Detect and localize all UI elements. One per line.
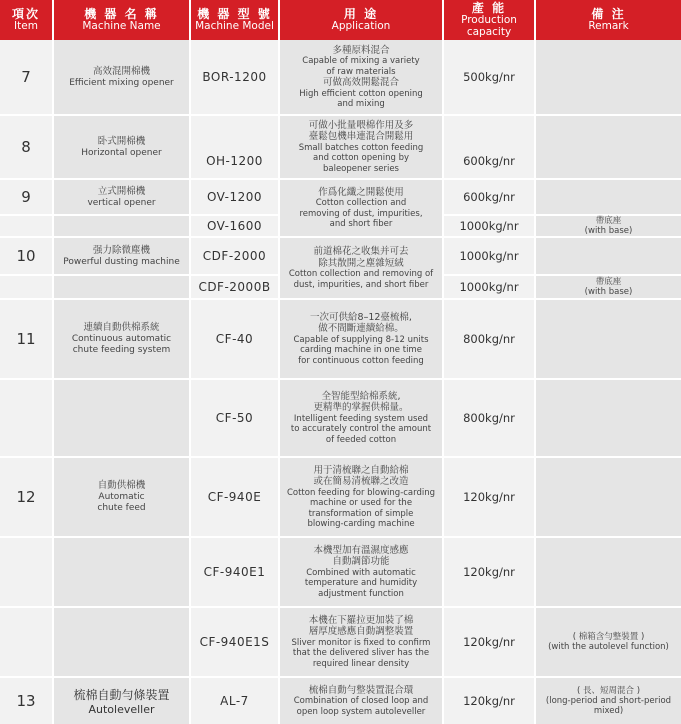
row-10-model-2 (191, 276, 278, 298)
app-line: and short fiber (329, 218, 393, 229)
header-machine-name (54, 0, 189, 40)
row-12-application-2 (280, 538, 442, 606)
row-13-model (191, 678, 278, 724)
app-line: to accurately control the amount (290, 424, 432, 435)
capacity-value: 120kg/nr (463, 694, 515, 708)
machine-model: CF-50 (215, 411, 254, 425)
row-13-application (280, 678, 442, 724)
row-12-item (0, 458, 52, 536)
capacity-value: 600kg/nr (463, 154, 515, 168)
row-8-item (0, 116, 52, 178)
app-line: 前道棉花之收集并可去 (313, 246, 409, 258)
row-9-remark-2 (536, 216, 681, 236)
row-9-model-2 (191, 216, 278, 236)
row-9-item (0, 180, 52, 214)
item-number: 12 (16, 488, 36, 506)
app-line: machine or used for the (309, 498, 413, 509)
machine-name-en: chute feeding system (72, 344, 171, 355)
machine-name-en: Continuous automatic (71, 334, 172, 345)
header-machine-model (191, 0, 278, 40)
row-12-capacity-3 (444, 608, 534, 676)
row-11-capacity-2 (444, 380, 534, 456)
header-name-zh: 機 器 名 稱 (84, 6, 159, 21)
app-line: 全智能型給棉系統, (321, 390, 401, 402)
machine-model: OH-1200 (206, 154, 263, 168)
app-line: 臺鬆包機串連混合開鬆用 (308, 131, 414, 143)
row-10-name (54, 238, 189, 274)
header-app-zh: 用 途 (343, 6, 379, 21)
capacity-value: 1000kg/nr (459, 219, 519, 233)
header-item (0, 0, 52, 40)
row-9-capacity-2 (444, 216, 534, 236)
row-10-remark-2 (536, 276, 681, 298)
app-line: 或在簡易清梳聯之改造 (313, 476, 409, 488)
machine-name-en: Efficient mixing opener (69, 77, 174, 88)
machine-name-zh: 强力除微塵機 (92, 244, 150, 256)
capacity-value: 500kg/nr (463, 70, 515, 84)
app-line: baleopener series (322, 163, 399, 174)
row-12-remark-2 (536, 538, 681, 606)
item-number: 7 (21, 68, 31, 86)
row-7-application (280, 40, 442, 114)
item-number: 8 (21, 138, 31, 156)
capacity-value: 600kg/nr (463, 190, 515, 204)
app-line: Cotton collection and (315, 198, 407, 209)
row-12-capacity-2 (444, 538, 534, 606)
machine-name-en: Powerful dusting machine (63, 256, 180, 267)
header-model-zh: 機 器 型 號 (197, 6, 272, 21)
row-7-item (0, 40, 52, 114)
machine-name-zh: 連續自動供棉系統 (83, 322, 160, 334)
app-line: 本機型加有溫濕度感應 (313, 544, 409, 556)
row-11-item (0, 300, 52, 378)
row-11-application-1 (280, 300, 442, 378)
app-line: 更精準的掌握供棉量。 (313, 402, 409, 414)
machine-model: CF-940E1S (199, 635, 270, 649)
machine-name-en: chute feed (97, 502, 146, 513)
capacity-value: 120kg/nr (463, 565, 515, 579)
row-10-item (0, 238, 52, 274)
app-line: removing of dust, impurities, (299, 208, 423, 219)
remark-en: (long-period and short-period (545, 695, 672, 706)
row-8-application (280, 116, 442, 178)
row-7-name (54, 40, 189, 114)
app-line: blowing-carding machine (307, 518, 415, 529)
capacity-value: 800kg/nr (463, 332, 515, 346)
row-7-model (191, 40, 278, 114)
row-12-name-sub-1 (54, 538, 189, 606)
app-line: 作爲化纖之開鬆使用 (318, 186, 404, 198)
app-line: adjustment function (318, 588, 404, 599)
app-line: transformation of simple (308, 508, 414, 519)
capacity-value: 1000kg/nr (459, 249, 519, 263)
app-line: 自動調節功能 (332, 556, 390, 568)
row-11-model-1 (191, 300, 278, 378)
app-line: that the delivered sliver has the (292, 648, 430, 659)
row-9-capacity-1 (444, 180, 534, 214)
app-line: 做不間斷連續給棉。 (318, 323, 404, 335)
app-line: Capable of supplying 8-12 units (293, 335, 429, 346)
machine-name-zh: 立式開棉機 (97, 185, 146, 197)
app-line: 除其散開之塵雜短絨 (318, 257, 404, 269)
app-line: 層厚度感應自動調整裝置 (308, 626, 414, 638)
row-12-model-3 (191, 608, 278, 676)
machine-name-zh: 自動供棉機 (97, 480, 146, 492)
row-11-name (54, 300, 189, 378)
row-12-remark-3 (536, 608, 681, 676)
row-12-item-sub-1 (0, 538, 52, 606)
row-9-application (280, 180, 442, 236)
header-item-zh: 項次 (11, 6, 40, 21)
row-8-model (191, 116, 278, 178)
row-13-item (0, 678, 52, 724)
machine-model: CDF-2000B (198, 280, 271, 294)
row-12-name (54, 458, 189, 536)
row-11-remark-2 (536, 380, 681, 456)
row-8-name (54, 116, 189, 178)
machine-name-zh: 高效混開棉機 (92, 65, 150, 77)
remark-zh: 帶底座 (595, 215, 622, 226)
app-line: open loop system autoleveller (296, 706, 426, 717)
machine-name-en: Automatic (98, 492, 145, 503)
header-cap-en1: Production (461, 14, 517, 27)
capacity-value: 120kg/nr (463, 490, 515, 504)
row-12-item-sub-2 (0, 608, 52, 676)
row-13-capacity (444, 678, 534, 724)
app-line: of raw materials (326, 66, 396, 77)
app-line: 可做小批量喂棉作用及多 (308, 119, 414, 131)
row-10-application (280, 238, 442, 298)
app-line: 用于清梳聯之自動給棉 (313, 464, 409, 476)
row-13-name (54, 678, 189, 724)
item-number: 11 (16, 330, 36, 348)
app-line: Small batches cotton feeding (298, 143, 424, 154)
machine-name-zh: 梳棉自動勻條裝置 (73, 688, 170, 702)
row-13-remark (536, 678, 681, 724)
app-line: 本機在下羅拉更加裝了棉 (308, 614, 414, 626)
remark-en: (with base) (584, 226, 633, 236)
header-cap-en2: capacity (466, 25, 512, 38)
app-line: of feeded cotton (325, 434, 397, 445)
header-item-en: Item (14, 19, 38, 32)
app-line: and cotton opening by (312, 153, 409, 164)
machine-model: OV-1200 (206, 190, 263, 204)
machine-model: CDF-2000 (202, 249, 267, 263)
row-12-application-3 (280, 608, 442, 676)
app-line: temperature and humidity (304, 578, 418, 589)
header-model-en: Machine Model (195, 19, 274, 32)
machine-model: BOR-1200 (202, 70, 267, 84)
app-line: carding machine in one time (300, 345, 422, 356)
machine-name-en: Autoleveller (88, 703, 155, 716)
app-line: 梳棉自動勻整裝置混合環 (308, 684, 414, 696)
remark-en: (with base) (584, 287, 633, 297)
row-9-remark-1 (536, 180, 681, 214)
app-line: dust, impurities, and short fiber (293, 279, 429, 290)
remark-en: mixed) (593, 706, 624, 717)
row-11-application-2 (280, 380, 442, 456)
capacity-value: 800kg/nr (463, 411, 515, 425)
app-line: 一次可供給8–12臺梳棉, (310, 311, 412, 323)
row-11-model-2 (191, 380, 278, 456)
machine-model: CF-40 (215, 332, 254, 346)
row-10-model-1 (191, 238, 278, 274)
row-10-capacity-2 (444, 276, 534, 298)
row-11-capacity-1 (444, 300, 534, 378)
row-10-capacity-1 (444, 238, 534, 274)
machine-model: CF-940E (207, 490, 262, 504)
row-12-model-2 (191, 538, 278, 606)
app-line: 多種原料混合 (332, 44, 390, 56)
app-line: Cotton feeding for blowing-carding (286, 487, 436, 498)
row-12-name-sub-2 (54, 608, 189, 676)
row-12-application-1 (280, 458, 442, 536)
header-name-en: Machine Name (82, 19, 161, 32)
row-8-remark (536, 116, 681, 178)
header-application (280, 0, 442, 40)
app-line: Cotton collection and removing of (288, 269, 434, 280)
row-9-name-sub (54, 216, 189, 236)
remark-zh: 帶底座 (595, 276, 622, 287)
app-line: Capable of mixing a variety (302, 56, 420, 67)
row-10-remark-1 (536, 238, 681, 274)
row-8-capacity (444, 116, 534, 178)
app-line: required linear density (312, 658, 410, 669)
header-remark (536, 0, 681, 40)
app-line: for continuous cotton feeding (298, 355, 424, 366)
row-12-remark-1 (536, 458, 681, 536)
header-remark-en: Remark (588, 19, 629, 32)
header-remark-zh: 備 注 (591, 6, 626, 21)
header-app-en: Application (331, 19, 391, 32)
machine-name-zh: 卧式開棉機 (97, 135, 146, 147)
row-9-item-sub (0, 216, 52, 236)
machine-model: CF-940E1 (203, 565, 266, 579)
remark-en: (with the autolevel function) (548, 642, 669, 652)
remark-zh: ( 棉箱含勻整裝置 ) (572, 631, 645, 642)
row-9-name (54, 180, 189, 214)
app-line: Combined with automatic (306, 568, 416, 579)
app-line: Combination of closed loop and (293, 696, 429, 707)
row-12-capacity-1 (444, 458, 534, 536)
header-capacity (444, 0, 534, 40)
row-10-name-sub (54, 276, 189, 298)
row-11-name-sub (54, 380, 189, 456)
capacity-value: 120kg/nr (463, 635, 515, 649)
app-line: 可做高效開鬆混合 (322, 77, 399, 88)
row-11-item-sub (0, 380, 52, 456)
item-number: 13 (16, 692, 36, 710)
capacity-value: 1000kg/nr (459, 280, 519, 294)
machine-model: AL-7 (220, 694, 249, 708)
row-9-model-1 (191, 180, 278, 214)
header-cap-zh: 產 能 (471, 0, 507, 15)
row-7-remark (536, 40, 681, 114)
machine-name-en: Horizontal opener (81, 147, 162, 158)
remark-zh: ( 長、短周混合 ) (576, 685, 641, 696)
machine-name-en: vertical opener (87, 197, 156, 208)
app-line: Intelligent feeding system used (293, 414, 429, 425)
app-line: High efficient cotton opening (299, 88, 423, 99)
app-line: and mixing (337, 98, 385, 109)
row-7-capacity (444, 40, 534, 114)
row-11-remark-1 (536, 300, 681, 378)
item-number: 9 (21, 188, 31, 206)
machine-model: OV-1600 (206, 219, 263, 233)
row-12-model-1 (191, 458, 278, 536)
item-number: 10 (16, 247, 36, 265)
row-10-item-sub (0, 276, 52, 298)
app-line: Sliver monitor is fixed to confirm (291, 638, 431, 649)
